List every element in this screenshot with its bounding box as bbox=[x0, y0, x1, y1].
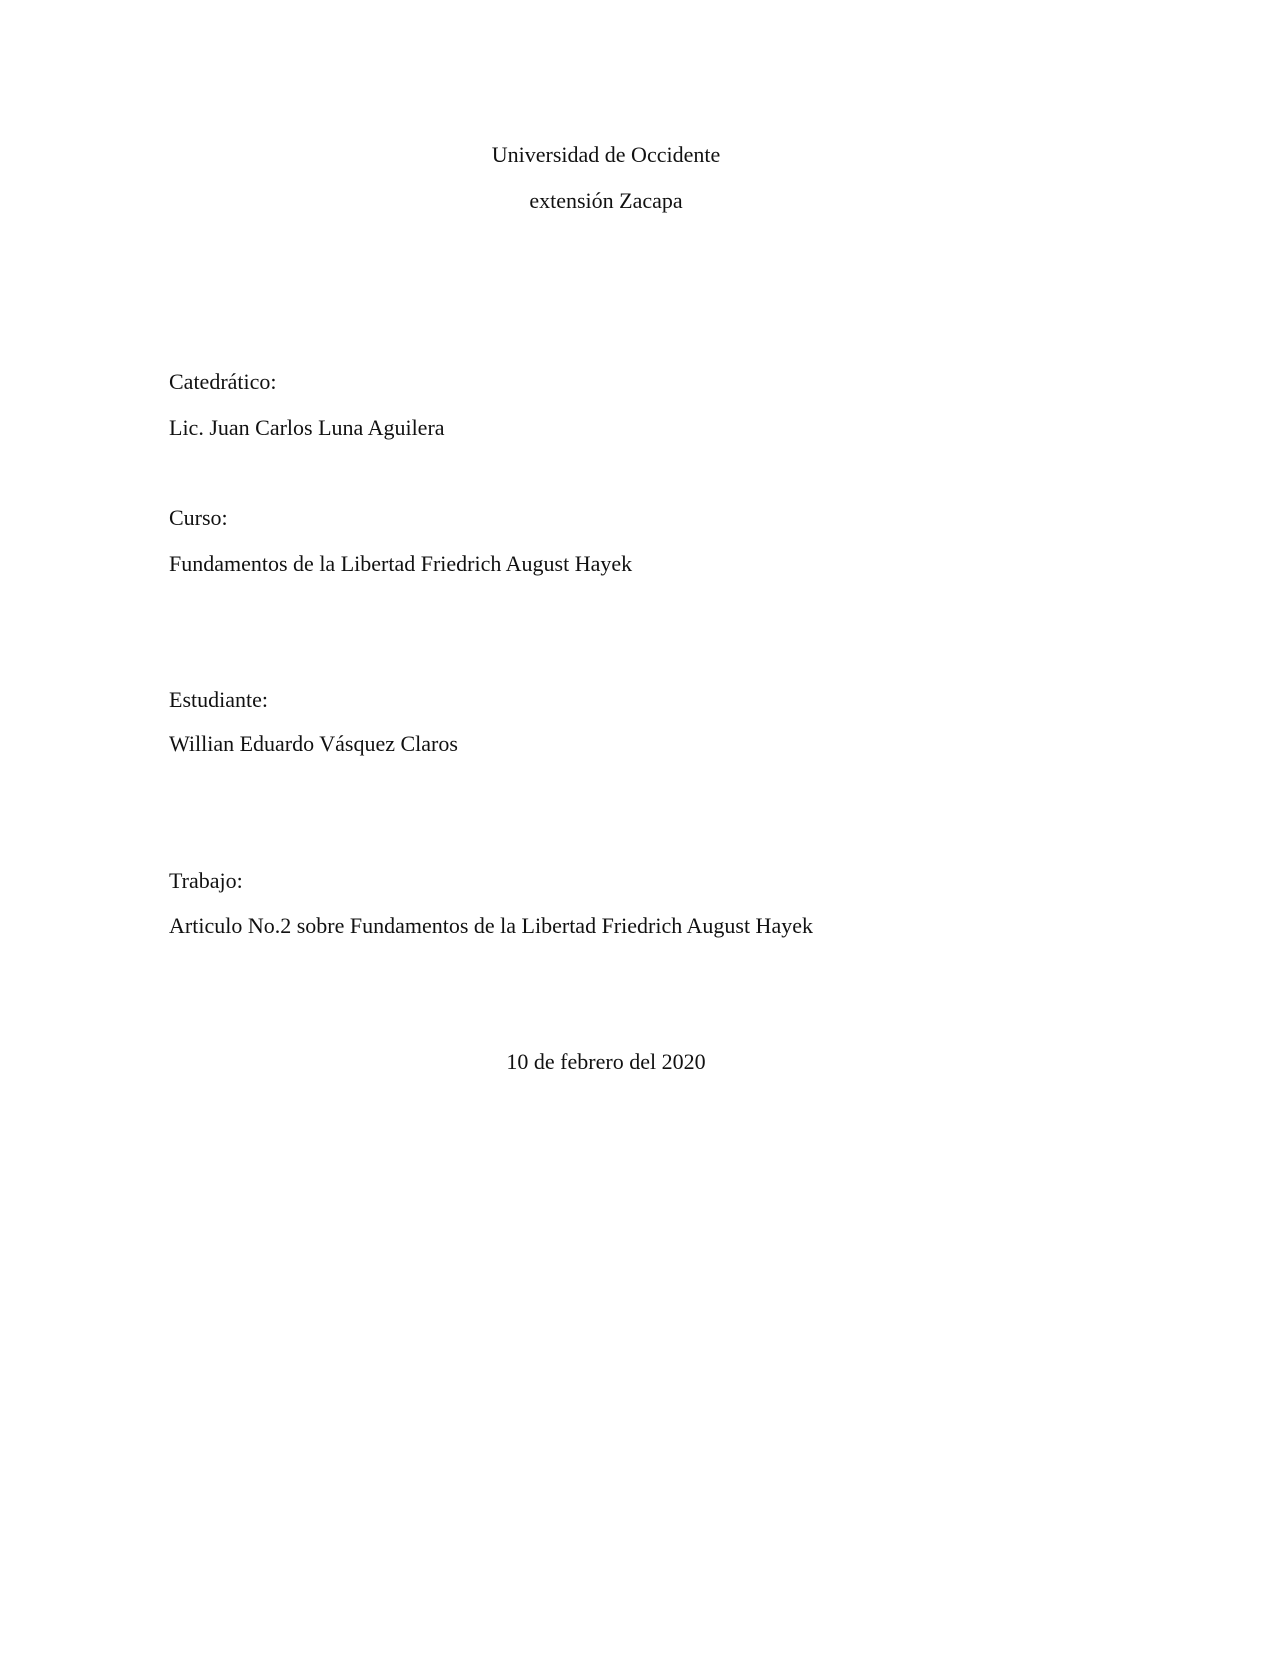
document-date: 10 de febrero del 2020 bbox=[506, 1049, 706, 1074]
work-label: Trabajo: bbox=[169, 868, 243, 893]
work-value: Articulo No.2 sobre Fundamentos de la Libertad Friedrich August Hayek bbox=[169, 913, 813, 938]
course-value: Fundamentos de la Libertad Friedrich August Hayek bbox=[169, 551, 633, 576]
professor-value: Lic. Juan Carlos Luna Aguilera bbox=[169, 415, 445, 440]
campus-name: extensión Zacapa bbox=[529, 188, 683, 213]
student-value: Willian Eduardo Vásquez Claros bbox=[169, 731, 458, 756]
course-label: Curso: bbox=[169, 505, 228, 530]
professor-label: Catedrático: bbox=[169, 369, 277, 394]
student-label: Estudiante: bbox=[169, 687, 268, 712]
institution-name: Universidad de Occidente bbox=[491, 142, 721, 167]
